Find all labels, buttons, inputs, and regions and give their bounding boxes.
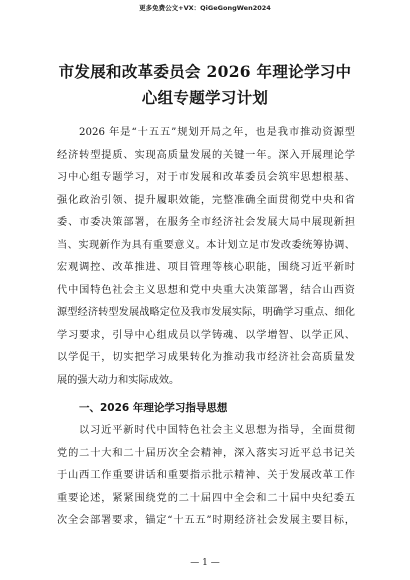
paragraph-line: 当、实现新作为具有重要意义。本计划立足市发改委统筹协调、 — [57, 239, 355, 251]
paragraph-line: 宏观调控、改革推进、项目管理等核心职能，围绕习近平新时 — [57, 262, 355, 273]
paragraph-line: 2026 年是“十五五”规划开局之年，也是我市推动资源型 — [79, 127, 355, 138]
paragraph-line: 习中心组专题学习，对于市发展和改革委员会筑牢思想根基、 — [57, 172, 355, 183]
document-title — [40, 59, 370, 111]
intro-paragraph — [57, 122, 355, 392]
paragraph-line: 重要论述，紧紧围绕党的二十届四中全会和二十届中央纪委五 — [57, 492, 355, 504]
section-1-paragraph — [57, 420, 355, 533]
page-number: — 1 — — [190, 558, 220, 568]
paragraph-line: 源型经济转型发展战略定位及我市发展实际，明确学习重点、细化 — [57, 307, 355, 318]
paragraph-line: 委、市委决策部署，在服务全市经济社会发展大局中展现新担 — [57, 217, 355, 228]
paragraph-line: 经济转型提质、实现高质量发展的关键一年。深入开展理论学 — [57, 149, 355, 161]
page-header-watermark: 更多免费公文+VX：QiGeGongWen2024 — [139, 4, 271, 12]
paragraph-line: 代中国特色社会主义思想和党中央重大决策部署，结合山西资 — [57, 284, 355, 296]
paragraph-line: 次全会部署要求，锚定“十五五”时期经济社会发展主要目标， — [57, 515, 355, 526]
paragraph-line: 以习近平新时代中国特色社会主义思想为指导，全面贯彻 — [79, 425, 355, 436]
paragraph-line: 展的强大动力和实际成效。 — [57, 374, 180, 386]
section-heading: 一、2026 年理论学习指导思想 — [79, 402, 228, 414]
document-title-line: 心组专题学习计划 — [141, 88, 269, 107]
paragraph-line: 学习要求，引导中心组成员以学铸魂、以学增智、以学正风、 — [57, 329, 355, 341]
paragraph-line: 强化政治引领、提升履职效能，完整准确全面贯彻党中央和省 — [57, 194, 355, 206]
paragraph-line: 以学促干，切实把学习成果转化为推动我市经济社会高质量发 — [57, 352, 355, 363]
document-title-line: 市发展和改革委员会 2026 年理论学习中 — [58, 62, 352, 81]
paragraph-line: 于山西工作重要讲话和重要指示批示精神、关于发展改革工作 — [57, 470, 355, 481]
paragraph-line: 党的二十大和二十届历次全会精神，深入落实习近平总书记关 — [57, 447, 355, 459]
